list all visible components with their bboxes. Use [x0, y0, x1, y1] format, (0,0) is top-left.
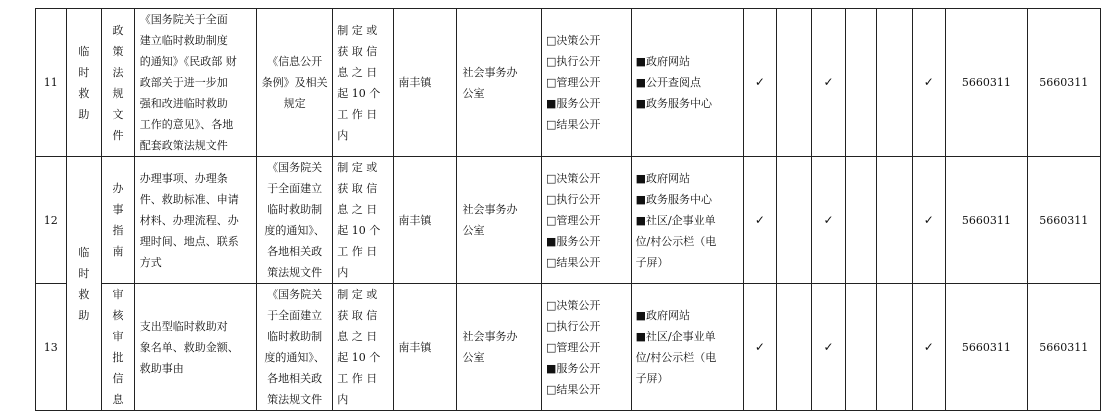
- scope-cell: □决策公开 □执行公开 □管理公开 ■服务公开 □结果公开: [545, 171, 601, 269]
- check-cell: [876, 284, 912, 411]
- category-cell: 临 时 救 助: [66, 157, 102, 411]
- item-cell: 办 事 指 南: [102, 157, 135, 284]
- channels-cell: ■政府网站 ■社区/企事业单 位/村公示栏（电 子屏）: [635, 309, 717, 385]
- check-cell: ✓: [743, 9, 777, 157]
- check-cell: [777, 284, 812, 411]
- department-cell: 社会事务办 公室: [462, 330, 518, 364]
- check-cell: [846, 9, 877, 157]
- row-number: 11: [36, 9, 67, 157]
- table-row: [36, 284, 1101, 411]
- department-cell: 社会事务办 公室: [462, 203, 518, 237]
- item-cell: 审 核 审 批 信 息: [102, 284, 135, 411]
- subject-cell: 南丰镇: [398, 213, 432, 227]
- check-cell: ✓: [811, 9, 846, 157]
- subject-cell: 南丰镇: [398, 340, 432, 354]
- channels-cell: ■政府网站 ■政务服务中心 ■社区/企事业单 位/村公示栏（电 子屏）: [635, 171, 717, 269]
- table-row: [36, 9, 1101, 157]
- phone-cell: 5660311: [1027, 157, 1100, 284]
- row-number: 13: [36, 284, 67, 411]
- channels-cell: ■政府网站 ■公开查阅点 ■政务服务中心: [635, 55, 712, 110]
- table-row: [36, 157, 1101, 284]
- disclosure-table: [35, 8, 1101, 411]
- check-cell: ✓: [811, 157, 846, 284]
- subject-cell: 南丰镇: [398, 76, 432, 89]
- check-cell: ✓: [912, 9, 946, 157]
- check-cell: ✓: [743, 284, 777, 411]
- check-cell: ✓: [811, 284, 846, 411]
- check-cell: [846, 284, 877, 411]
- content-cell: 支出型临时救助对 象名单、救助金额、 救助事由: [139, 319, 239, 375]
- basis-cell: 《信息公开 条例》及相关 规定: [261, 55, 328, 110]
- item-cell: 政 策 法 规 文 件: [102, 9, 135, 157]
- basis-cell: 《国务院关 于全面建立 临时救助制 度的通知》、 各地相关政 策法规文件: [264, 288, 325, 406]
- check-cell: [876, 157, 912, 284]
- check-cell: [777, 9, 812, 157]
- scope-cell: □决策公开 □执行公开 □管理公开 ■服务公开 □结果公开: [545, 34, 601, 131]
- time-limit-cell: 制 定 或 获 取 信 息 之 日 起 10 个 工 作 日 内: [337, 161, 381, 279]
- content-cell: 《国务院关于全面 建立临时救助制度 的通知》《民政部 财 政部关于进一步加 强和改进临时救助 工作的意见》、各地 配套政策法规文件: [139, 13, 237, 152]
- check-cell: ✓: [912, 284, 946, 411]
- phone-cell: 5660311: [946, 9, 1027, 157]
- category-cell: 临 时 救 助: [66, 9, 102, 157]
- content-cell: 办理事项、办理条 件、救助标准、申请 材料、办理流程、办 理时间、地点、联系 方式: [139, 171, 239, 269]
- phone-cell: 5660311: [946, 284, 1027, 411]
- time-limit-cell: 制 定 或 获 取 信 息 之 日 起 10 个 工 作 日 内: [337, 288, 381, 406]
- time-limit-cell: 制 定 或 获 取 信 息 之 日 起 10 个 工 作 日 内: [337, 23, 381, 142]
- scope-cell: □决策公开 □执行公开 □管理公开 ■服务公开 □结果公开: [545, 298, 601, 396]
- phone-cell: 5660311: [1027, 9, 1100, 157]
- phone-cell: 5660311: [946, 157, 1027, 284]
- check-cell: [846, 157, 877, 284]
- basis-cell: 《国务院关 于全面建立 临时救助制 度的通知》、 各地相关政 策法规文件: [264, 161, 325, 279]
- department-cell: 社会事务办 公室: [462, 65, 518, 100]
- row-number: 12: [36, 157, 67, 284]
- check-cell: ✓: [912, 157, 946, 284]
- phone-cell: 5660311: [1027, 284, 1100, 411]
- check-cell: ✓: [743, 157, 777, 284]
- check-cell: [777, 157, 812, 284]
- check-cell: [876, 9, 912, 157]
